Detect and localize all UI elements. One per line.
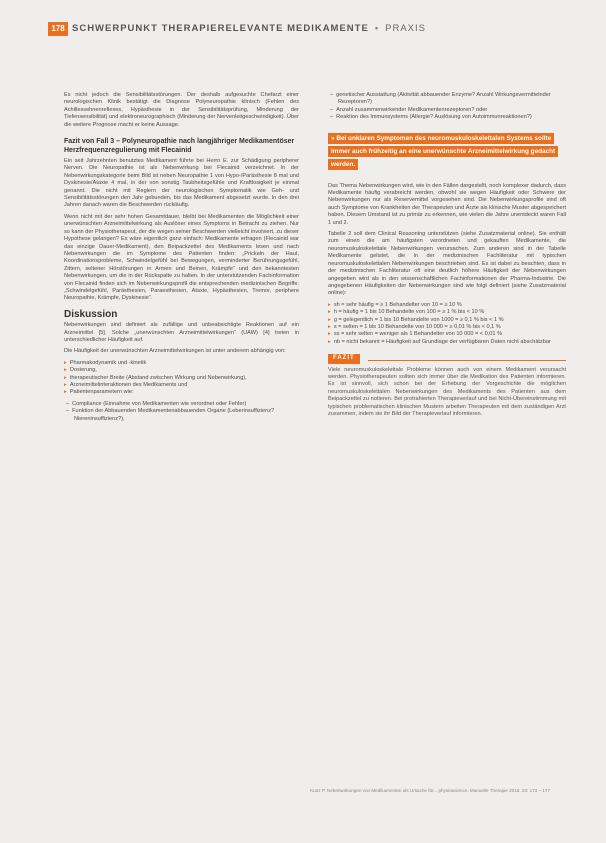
pull-quote [328,132,566,171]
paragraph: Das Thema Nebenwirkungen wird, wie in den Fällen dargestellt, noch komplexer dadurch, dass Medikamente häufig verabreicht werden, obwohl sie wegen Häufigkeit oder Schwere der Nebenwirkungen nur als Reservemittel vorgesehen sind. Die Nebenwirkungsprofile sind oft auch Symptome von Krankheiten der Therapeuten und Ärzte als klinische Muster abgespeichert haben. Diesem Umstand ist zu primär zu erkennen, wie vielen die Jahre unentdeckt waren Fall 1 und 2. [328,182,566,226]
left-column [64,92,299,427]
list-item: ▸ h = häufig = 1 bis 10 Behandelte von 100 = ≥ 1 % bis < 10 % [336,309,566,316]
list-item: ▸ sh = sehr häufig = ≥ 1 Behandelter von 10 = ≥ 10 % [336,302,566,309]
paragraph: Tabelle 2 soll dem Clinical Reasoning unterstützen (siehe Zusatzmaterial online). Sie enthält zum einen die am häufigsten verordneten und gekauften Medikamente, die neuromuskuloskelettale Nebenwirkungen verursachen. Zum anderen sind in der Tabelle Medikamente gelistet, die in der medizinischen Fachliteratur mit typischen neuromuskuloskelettalen Nebenwirkungen beschrieben sind. Es ist dabei zu beachten, dass in der medizinischen Fachliteratur oft eine deutlich höhere Häufigkeit der Nebenwirkungen angegeben wird als in den wissenschaftlichen Fachinformationen der Pharma-Industrie. Die angegebenen Häufigkeiten der Nebenwirkungen sind wie folgt definiert (siehe Zusatzmaterial online): [328,231,566,297]
subfactor-list [64,401,299,423]
conclusion-box [328,354,566,418]
paragraph: Nebenwirkungen sind definiert als zufällige und unbeabsichtigte Reaktionen auf ein Arzneimittel [5]. Solche „unerwünschten Arzneimittelwirkungen“ (UAW) [4] treten in unterschiedlicher Häufigkeit auf. [64,322,299,343]
paragraph: Es nicht jedoch die Sensibilitätsstörungen. Der deshalb aufgesuchte Chefarzt einer neurologischen Klinik bestätigt die Diagnose Polyneuropathie klinisch (Fehlen des Achillessehnenreflexes, Hypästhesie in der Sensibilitätsprüfung, Minderung der Tiefensensibilität) und elektroneurographisch (Minderung der Nervenleitgeschwindigkeit). Über die weitere Prognose macht er keine Aussage. [64,92,299,128]
list-item: ▸ Patientenparametern wie: [72,389,299,396]
pull-quote-text: » Bei unklaren Symptomen des neuromuskuloskelettalen Systems sollte immer auch frühzeitig an eine unerwünschte Arzneimittelwirkung gedacht werden. [328,133,558,170]
divider [368,360,566,361]
case-conclusion-heading: Fazit von Fall 3 – Polyneuropathie nach langjähriger Medikamentöser Herzfrequenzregulierung mit Flecainid [64,138,295,155]
list-item: ▸ ss = sehr selten = weniger als 1 Behandelter von 10 000 = < 0,01 % [336,331,566,338]
list-item: – Reaktion des Immunsystems (Allergie? Auslösung von Autoimmunreaktionen?) [338,114,566,121]
list-item: ▸ nb = nicht bekannt = Häufigkeit auf Grundlage der verfügbaren Daten nicht abschätzbar [336,339,566,346]
list-item: – Funktion der Abbauenden Medikamentenabbauenden Organe (Leberinsuffizienz? Niereninsuffizienz?), [74,408,299,423]
list-item: ▸ therapeutischer Breite (Abstand zwischen Wirkung und Nebenwirkung), [72,375,299,382]
list-item: ▸ Arzneimittelinteraktionen des Medikaments und [72,382,299,389]
frequency-list [328,302,566,346]
paragraph: Wenn nicht mit der sehr hohen Gesamtdauer, bleibt bei Medikamenten die Möglichkeit einer unerwünschten Arzneimittelwirkung als Auslöser eines Symptoms in Betracht zu ziehen. Nur so kann der Physiotherapeut, der die wegen seiner Beschwerden vielleicht involviert, zu dieser Hypothese gelangen? Es wäre eigentlich ganz einfach: Medikamente erfragen (Flecainid war das einzige Dauer-Medikament), den Beipackzettel des Medikaments lesen und nach Nebenwirkungen die im Symptome des Patienten finden: „Prickeln der Haut, Koordinationsprobleme, Schwindelgefühl bei Bewegungen, verminderter Berührungsgefühl, Zittern, seltener Hörstörungen in Armen und Beinen, Krämpfe“ und den bekanntesten Nebenwirkungen, um die in der Rückspalte zu halten. In der unterstützenden Fachinformation von Flecainid finden sich im Nebenwirkungsprofil die entsprechenden medizinischen Begriffe: „Schwindelgefühl, Parästhesien, Paraesthesien, Ataxie, Hypästhesien, Tremor, periphere Neuropathie, Krämpfe, Dyskinesie“. [64,213,299,302]
right-column [328,92,566,422]
discussion-heading: Diskussion [64,308,118,320]
list-item: ▸ Dosierung, [72,367,299,374]
factor-list [64,360,299,397]
list-item: ▸ s = selten = 1 bis 10 Behandelte von 10 000 = ≥ 0,01 % bis < 0,1 % [336,324,566,331]
paragraph: Ein seit Jahrzehnten benutztes Medikament führte bei Herrn E. zur Schädigung peripherer Nerven. Die Neuropathie ist als Nebenwirkung bei Flecainid verzeichnet. In der Nebenwirkungskategorie beim Bild ist neben Neuropathie 1 von Hypo-/Parästhesie 8 mal und Dyskinesie/Ataxie 4 mal, in der von sonstig Taubheitsgefühle und Kraftlosigkeit je einmal genannt. Die nicht mit Reglern der neurologischen Symptomatik wie Geh- und Sensibilitätsstörungen den Jahr gebunden, bis das Medikament abgesetzt wurde. In den drei Jahren danach waren die Beschwerden rückläufig. [64,158,299,209]
subsection-label: PRAXIS [385,23,426,34]
list-item: ▸ Pharmakodynamik und -kinetik [72,360,299,367]
section-label: SCHWERPUNKT THERAPIERELEVANTE MEDIKAMENTE [72,23,369,34]
list-item: ▸ g = gelegentlich = 1 bis 10 Behandelte von 1000 = ≥ 0,1 % bis < 1 % [336,317,566,324]
page-footer: Kunz P. Nebenwirkungen von Medikamenten als Ursache für... physioscience. Manuelle Therapie 2016; 20: 173 – 177 [310,788,550,793]
page-header [48,22,568,36]
list-item: – Anzahl zusammenwirkender Medikamentenrezeptoren? oder [338,107,566,114]
section-title [72,22,426,36]
paragraph: Die Häufigkeit der unerwünschten Arzneimittelwirkungen ist unter anderem abhängig von: [64,348,286,355]
subfactor-list-continued [328,92,566,122]
list-item: – Compliance (Einnahme von Medikamenten wie verordnet oder Fehler) [74,401,299,408]
list-item: – genetischer Ausstattung (Aktivität abbauender Enzyme? Anzahl Wirkungsvermittelnder Rezeptoren?) [338,92,566,107]
header-separator: • [374,23,380,34]
conclusion-label: FAZIT [328,354,360,363]
page-number: 178 [48,22,68,36]
conclusion-text: Viele neuromuskuloskelettale Probleme können auch von einem Medikament verursacht werden. Physiotherapeuten sollten sich immer über die Medikation des Patienten informieren. Es ist sinnvoll, sich schon bei der Erhebung der Vorgeschichte die möglichen neuromuskuloskelettalen Nebenwirkungen des Medikaments des Patienten aus dem Beipackzettel zu notieren. Bei protrahierten Therapieverlauf und bei Nicht-Übereinstimmung mit typischen problematischen klinischen Mustern arbeiten Therapeuten mit dem zuständigen Arzt zusammen, indem sie ihr Bild der Therapieverlauf informieren. [328,366,566,417]
